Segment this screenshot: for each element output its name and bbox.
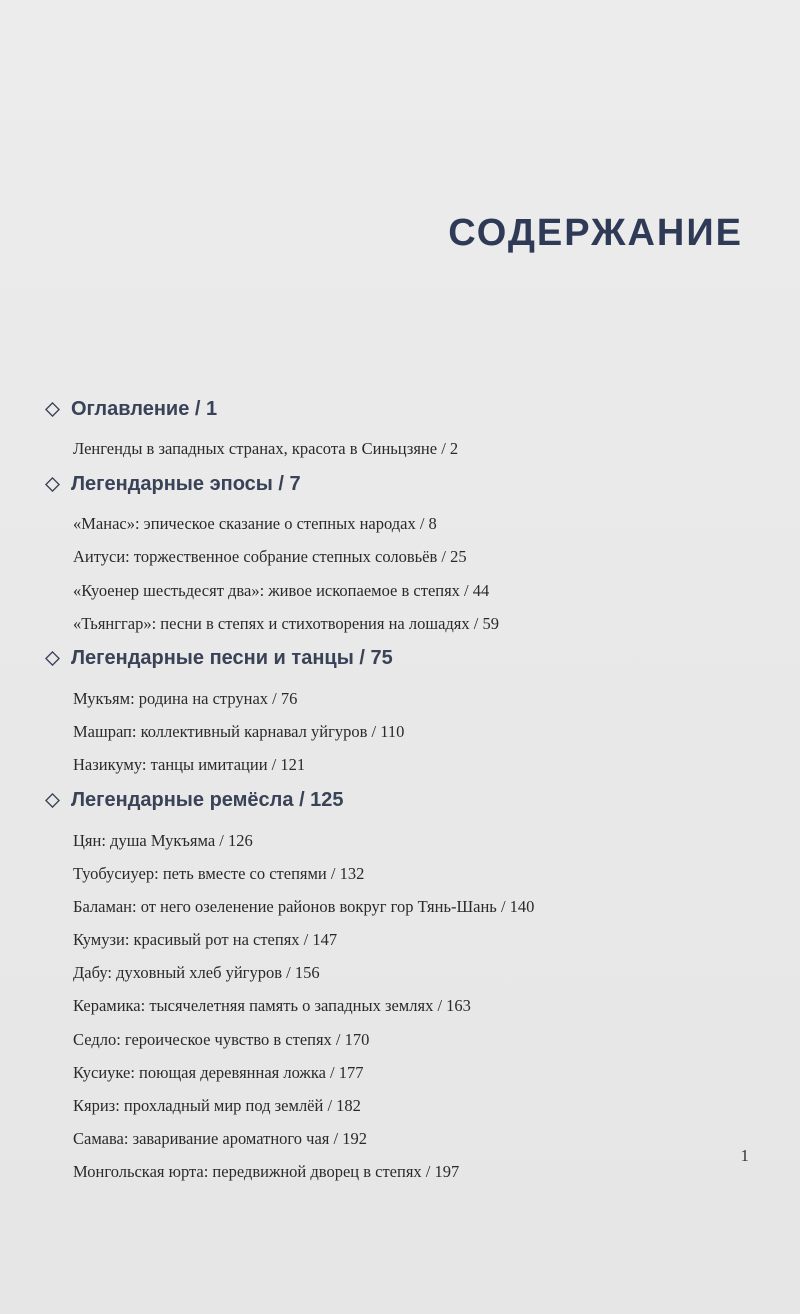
toc-entry: Кусиуке: поющая деревянная ложка / 177: [73, 1062, 364, 1082]
toc-entry: Назикуму: танцы имитации / 121: [73, 755, 306, 775]
toc-section: [45, 642, 765, 782]
toc-entry: Кяриз: прохладный мир под землёй / 182: [73, 1096, 361, 1115]
section-heading-label: Легендарные ремёсла / 125: [71, 789, 344, 811]
diamond-bullet-icon: [45, 793, 60, 808]
section-entries: [73, 507, 765, 640]
section-heading-label: Оглавление / 1: [71, 397, 218, 420]
toc-entry: Аитуси: торжественное собрание степных соловьёв / 25: [73, 547, 467, 567]
section-entries: [73, 682, 765, 782]
toc-entry: «Тьянггар»: песни в степях и стихотворения на лошадях / 59: [73, 613, 499, 633]
toc-entry: Машрап: коллективный карнавал уйгуров / 110: [73, 722, 405, 742]
toc-entry: Ленгенды в западных странах, красота в Синьцзяне / 2: [73, 439, 459, 458]
table-of-contents: [45, 392, 765, 1191]
section-heading-label: Легендарные песни и танцы / 75: [71, 647, 393, 670]
diamond-bullet-icon: [45, 402, 60, 417]
toc-section: [45, 392, 765, 465]
toc-section: [45, 784, 765, 1189]
section-heading: [45, 642, 765, 676]
diamond-bullet-icon: [45, 477, 60, 492]
section-entries: [73, 824, 765, 1189]
toc-entry: Керамика: тысячелетняя память о западных землях / 163: [73, 996, 471, 1016]
toc-entry: Дабу: духовный хлеб уйгуров / 156: [73, 963, 320, 983]
diamond-bullet-icon: [45, 651, 60, 666]
toc-entry: Седло: героическое чувство в степях / 170: [73, 1029, 370, 1049]
toc-entry: «Куоенер шестьдесят два»: живое ископаемое в степях / 44: [73, 580, 490, 600]
section-heading-label: Легендарные эпосы / 7: [71, 472, 301, 495]
toc-entry: Баламан: от него озеленение районов вокруг гор Тянь-Шань / 140: [73, 896, 535, 916]
toc-section: [45, 467, 765, 640]
section-entries: [73, 432, 765, 465]
section-heading: [45, 784, 765, 818]
section-heading: [45, 467, 765, 501]
toc-entry: Монгольская юрта: передвижной дворец в степях / 197: [73, 1162, 460, 1182]
toc-entry: Самава: заваривание ароматного чая / 192: [73, 1129, 367, 1149]
toc-entry: Кумузи: красивый рот на степях / 147: [73, 930, 338, 950]
toc-entry: Туобусиуер: петь вместе со степями / 132: [73, 863, 365, 883]
page-title: СОДЕРЖАНИЕ: [448, 212, 743, 254]
toc-entry: Цян: душа Мукъяма / 126: [73, 830, 253, 850]
toc-entry: «Манас»: эпическое сказание о степных народах / 8: [73, 514, 437, 534]
section-heading: [45, 392, 765, 426]
toc-entry: Мукъям: родина на струнах / 76: [73, 688, 298, 708]
page-number: 1: [740, 1146, 749, 1165]
